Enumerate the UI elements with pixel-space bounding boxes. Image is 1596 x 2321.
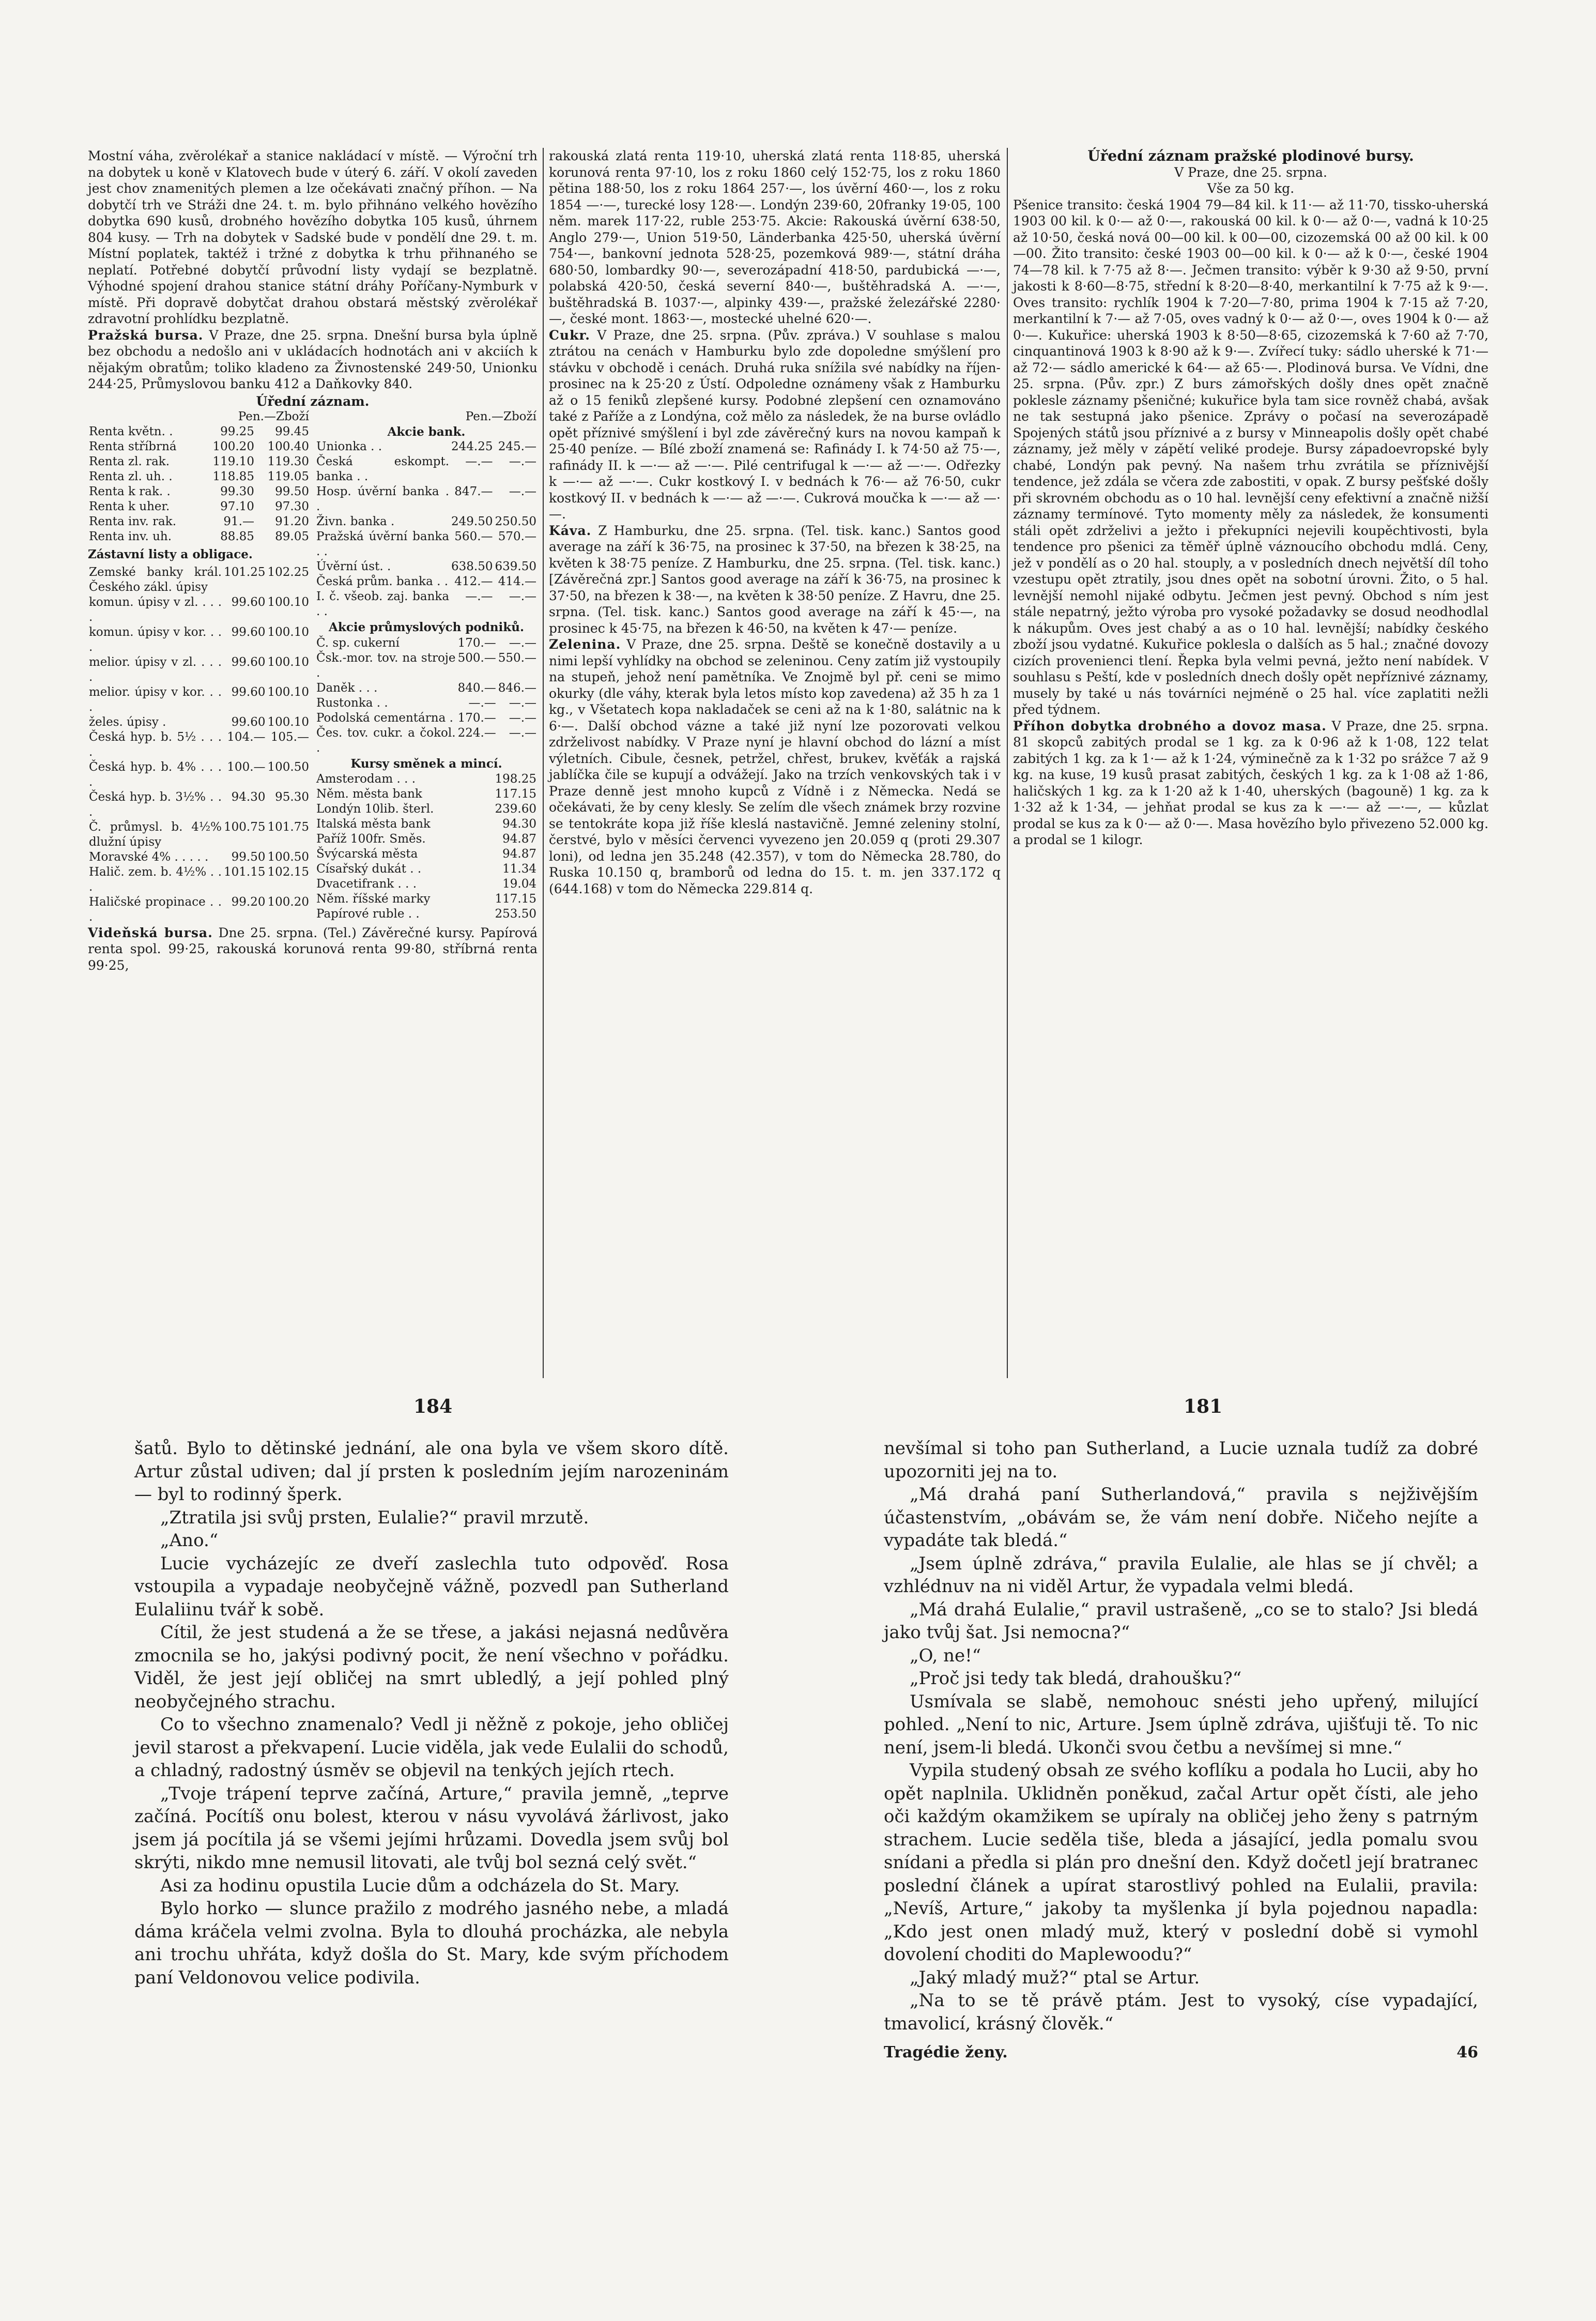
table-row [88, 484, 310, 499]
bid-value: 847.— [454, 485, 493, 498]
bid-value: 99.60 [231, 595, 266, 609]
ask-value: 639.50 [495, 560, 536, 573]
table-row [88, 820, 310, 850]
bid-value: 94.30 [502, 817, 536, 831]
column-rule [543, 148, 544, 1378]
bid-value: 104.— [227, 730, 266, 744]
bid-value: 500.— [457, 651, 496, 665]
ask-value: 245.— [498, 440, 536, 453]
bid-value: 249.50 [451, 515, 493, 528]
bid-value: 99.25 [220, 425, 254, 438]
row-label: Dvacetifrank . . . [316, 877, 417, 891]
row-label: Halič. zem. b. 4½% . . . [89, 865, 222, 894]
ask-value: 105.— [270, 730, 309, 744]
table-row [315, 772, 538, 787]
bid-value: 99.60 [231, 715, 266, 729]
rates-right [315, 409, 538, 925]
row-label: Česká hyp. b. 4% . . . . [89, 760, 222, 789]
ask-value: —.— [509, 696, 536, 710]
cattle-market-report: Mostní váha, zvěrolékař a stanice nakládací v místě. — Výroční trh na dobytek u koně v Klatovech bude v úterý 6. září. V okolí zaveden jest chov znamenitých plemen a lze očekávati značný příhon. — Na dobytčí trh ve Stráži dne 24. t. m. bylo přihnáno velkého hovězího dobytka 690 kusů, drobného hovězího dobytka 105 kusů, úhrnem 804 kusy. — Trh na dobytek v Sadské bude v pondělí dne 29. t. m. Místní poplatek, taktéž i tržné z dobytka k trhu přihnaného se neplatí. Potřebné dobytčí průvodní listy vydají se bezplatně. Výhodné spojení drahou stanice státní dráhy Poříčany-Nymburk v místě. Při dopravě dobytčat drahou obstará městský zvěrolékař zdravotní prohlídku bezplatně. [88, 148, 538, 326]
news-column-1 [88, 148, 538, 973]
bid-value: 119.10 [212, 455, 254, 468]
table-row [88, 895, 310, 925]
table-row [88, 595, 310, 625]
vegetables-paragraph [549, 636, 1001, 897]
row-label: želes. úpisy . [89, 715, 166, 729]
rates-tables [88, 409, 538, 925]
bid-value: 560.— [454, 530, 493, 543]
coffee-heading: Káva. [549, 523, 592, 538]
ask-value: 102.15 [267, 865, 309, 879]
table-row [315, 817, 538, 832]
livestock-paragraph [1013, 718, 1488, 848]
produce-bourse-date: V Praze, dne 25. srpna. [1174, 164, 1327, 180]
row-label: Unionka . . [316, 440, 382, 453]
vegetables-text: V Praze, dne 25. srpna. Deště se konečně dostavily a u nimi lepší vyhlídky na obchod se zeleninou. Ceny zatím již vystoupily na stupeň, jehož není pamětníka. Ve Znojmě byl př. ceni se mimo okurky (dle váhy, kterak byla letos místo kop zavedena) až 35 h za 1 kg., v Všetatech kopa nakladaček se ceni až na k 1·80, salátnic na k 6·—. Další obchod vázne a také již nyní lze pozorovati velkou zdrželivost nabídky. V Praze nyní je hlavní obchod do lázní a míst výletních. Cibule, česnek, petržel, chřest, brukev, kvěťák a rajská jablíčka čile se kupují a odvážejí. Jako na trzích venkovských tak i v Praze denně jest mnoho kupců z Vídně i z Německa. Nedá se očekávati, že by ceny klesly. Se zelím dle všech známek brzy rozvine se tentokráte kopa již říše kleslá nastavičně. Jemné zeleniny stolní, čerstvé, bylo v měsíci červenci vyvezeno jen 20.059 q (proti 29.307 loni), od ledna jen 35.248 (42.357), v tom do Německa 28.780, do Ruska 10.150 q, bramborů od ledna do 15. t. m. jen 337.172 q (644.168) v tom do Německa 229.814 q. [549, 637, 1001, 896]
table-row [88, 499, 310, 514]
table-row [315, 696, 538, 711]
table-row [88, 625, 310, 655]
prague-bourse-heading: Pražská bursa. [88, 327, 204, 343]
table-row [315, 892, 538, 907]
ask-value: 100.40 [267, 440, 309, 453]
book-paragraph: „Na to se tě právě ptám. Jest to vysoký, císe vypadající, tmavolicí, krásný člověk.“ [884, 1990, 1478, 2034]
book-paragraph: Lucie vycházejíc ze dveří zaslechla tuto odpověď. Rosa vstoupila a vypadaje neobyčejně vážně, pozvedl pan Sutherland Eulaliinu tvář k sobě. [134, 1553, 729, 1620]
bid-value: 101.15 [224, 865, 266, 879]
coffee-paragraph [549, 523, 1001, 637]
ask-value: 846.— [498, 681, 536, 695]
row-label: komun. úpisy v kor. . . . [89, 625, 222, 654]
table-row [315, 484, 538, 514]
bid-value: 412.— [454, 575, 493, 588]
row-label: Renta k rak. . [89, 485, 171, 498]
ask-value: 95.30 [275, 790, 309, 804]
bank-shares-table [315, 409, 538, 619]
produce-bourse-heading: Úřední záznam pražské plodinové bursy. [1087, 147, 1414, 164]
row-label: Renta zl. rak. [89, 455, 170, 468]
row-label: Hosp. úvěrní banka . . [316, 485, 450, 513]
rates-table [88, 409, 310, 544]
book-paragraph: Usmívala se slabě, nemohouc snésti jeho upřený, milující pohled. „Není to nic, Arture. Jsem úplně zdráva, ujišťuji tě. To nic není, jsem-li bledá. Ukonči svou četbu a nevšímej si mne.“ [884, 1691, 1478, 1758]
page-number-right: 181 [1184, 1396, 1223, 1417]
ask-value: 414.— [498, 575, 536, 588]
table-row [88, 424, 310, 439]
ask-value: 100.10 [267, 595, 309, 609]
ask-value: —.— [509, 636, 536, 650]
bid-value: 224.— [457, 726, 496, 740]
footer-sheet-number: 46 [1456, 2043, 1478, 2062]
row-label: Česká prům. banka . . [316, 575, 449, 588]
ask-value: 119.05 [267, 470, 309, 483]
news-column-3 [1013, 148, 1488, 848]
bid-value: 198.25 [495, 772, 536, 786]
row-label: Papírové ruble . . [316, 907, 420, 921]
table-row [315, 877, 538, 892]
exchange-rates-heading: Kursy směnek a mincí. [350, 756, 502, 771]
vienna-bourse-continued: rakouská zlatá renta 119·10, uherská zlatá renta 118·85, uherská korunová renta 97·10, los z roku 1860 celý 152·75, los z roku 1860 pětina 188·50, los z roku 1864 257·—, los úvěrní 460·—, los z roku 1854 —·—, turecké losy 128·—. Londýn 239·60, 20franky 19·05, 100 něm. marek 117·22, ruble 253·75. Akcie: Rakouská úvěrní 638·50, Anglo 279·—, Union 519·50, Länderbanka 425·50, uherská úvěrní 754·—, bankovní jednota 528·25, pozemková 989·—, státní dráha 680·50, lombardky 90·—, severozápadní 418·50, pardubická —·—, polabská 420·50, česká severní 840·—, buštěhradská A. —·—, buštěhradská B. 1037·—, alpinky 439·—, pražské železářské 2280·—, české mont. 1863·—, mostecké uhelné 620·—. [549, 148, 1001, 326]
table-row [315, 514, 538, 529]
row-label: Renta stříbrná [89, 440, 177, 453]
bid-value: —.— [465, 455, 493, 468]
bid-value: 117.15 [495, 892, 536, 906]
sugar-text: V Praze, dne 25. srpna. (Pův. zpráva.) V souhlase s malou ztrátou na cenách v Hamburku bylo zde dopoledne smýšlení pro stávku v obchodě i cenách. Druhá ruka snížila své nabídky na říjen-prosinec na k 25·20 z Ústí. Odpoledne oznámeny však z Hamburku až o 15 feniků zlepšené kursy. Podobné zlepšení cen oznamováno také z Paříže a z Londýna, což mělo za následek, že na burse ovládlo opět příznivé smýšlení i byl zde závěrečný kurs na novou kampaň k 25·40 peníze. — Bílé zboží znamená se: Rafinády I. k 74·50 až 75·—, rafinády II. k —·— až —·—. Pilé centrifugal k —·— až —·—. Odřezky k —·— až —·—. Cukr kostkový I. v bednách k 76·— až 76·50, cukr kostkový II. v bednách k —·— až —·—. Cukrová moučka k —·— až —·—. [549, 327, 1001, 522]
table-row [315, 529, 538, 559]
bid-value: 88.85 [220, 530, 254, 543]
row-label: Česká eskompt. banka . . [316, 455, 450, 483]
row-label: Renta zl. uh. . [89, 470, 173, 483]
ask-value: 91.20 [275, 515, 309, 528]
bid-value: 99.50 [231, 850, 266, 864]
row-label: Česká hyp. b. 3½% . . . [89, 790, 222, 819]
ask-value: 550.— [498, 651, 536, 665]
bid-value: 97.10 [220, 500, 254, 513]
bid-value: 19.04 [502, 877, 536, 891]
row-label: Londýn 10lib. šterl. [316, 802, 434, 816]
ask-value: 250.50 [495, 515, 536, 528]
table-row [315, 802, 538, 817]
ask-value: 100.50 [267, 850, 309, 864]
rates-left [88, 409, 310, 925]
row-label: Renta k uher. [89, 500, 170, 513]
ask-value: —.— [509, 711, 536, 725]
row-label: komun. úpisy v zl. . . . . [89, 595, 222, 624]
bid-value: 638.50 [451, 560, 493, 573]
ask-value: 100.10 [267, 685, 309, 699]
bid-value: 94.30 [231, 790, 266, 804]
table-row [315, 439, 538, 454]
ask-value: 101.75 [267, 820, 309, 834]
row-label: Renta květn. . [89, 425, 173, 438]
vegetables-heading: Zelenina. [549, 637, 621, 652]
bid-value: 117.15 [495, 787, 536, 801]
table-row [315, 454, 538, 484]
row-label: I. č. všeob. zaj. banka . . [316, 590, 450, 618]
rates-column-header: Pen.—Zboží [238, 410, 309, 423]
row-label: Zemské banky král. Českého zákl. úpisy [89, 565, 222, 594]
book-paragraph: Cítil, že jest studená a že se třese, a jakási nejasná nedůvěra zmocnila se ho, jakýsi podivný pocit, že není všechno v pořádku. Viděl, že jest její obličej na smrt ubledlý, a její pohled plný neobyčejného strachu. [134, 1622, 729, 1712]
bid-value: 99.60 [231, 625, 266, 639]
bid-value: 100.— [227, 760, 266, 774]
ask-value: 119.30 [267, 455, 309, 468]
ask-value: 89.05 [275, 530, 309, 543]
bid-value: 170.— [457, 636, 496, 650]
book-paragraph: „Ano.“ [160, 1530, 219, 1551]
prague-bourse-text: V Praze, dne 25. srpna. Dnešní bursa byla úplně bez obchodu a nedošlo ani v ukládacích hodnotách ani v akciích k nějakým obratům; toliko kladeno za Živnostenské 249·50, Unionku 244·25, Průmyslovou banku 412 a Daňkovky 840. [88, 327, 538, 391]
book-paragraph: Bylo horko — slunce pražilo z modrého jasného nebe, a mladá dáma kráčela velmi zvolna. Byla to dlouhá procházka, ale nebyla ani trochu uhřáta, když došla do St. Mary, kde svým příchodem paní Veldonovou velice podivila. [134, 1898, 729, 1988]
vienna-bourse-paragraph [88, 925, 538, 974]
industrial-shares-heading: Akcie průmyslových podniků. [329, 620, 524, 634]
row-label: Čes. tov. cukr. a čokol. . [316, 726, 456, 755]
vienna-bourse-text: Dne 25. srpna. (Tel.) Závěrečné kursy. Papírová renta spol. 99·25, rakouská korunová renta 99·80, stříbrná renta 99·25, [88, 925, 538, 973]
row-label: melior. úpisy v zl. . . . . [89, 655, 222, 684]
table-row [315, 832, 538, 847]
bid-value: —.— [465, 590, 493, 603]
coffee-text: Z Hamburku, dne 25. srpna. (Tel. tisk. kanc.) Santos good average na září k 36·75, na prosinec k 37·50, na březen k 38·25, na květen k 38·75 peníze. Z Hamburku, dne 25. srpna. (Tel. tisk. kanc.) [Závěrečná zpr.] Santos good average na září k 36·75, na prosinec k 37·50, na březen k 38·—, na květen k 38·50 peníze. Z Havru, dne 25. srpna. (Tel. tisk. kanc.) Santos good average na září k 45·—, na prosinec k 45·75, na březen k 46·50, na květen k 47·— peníze. [549, 523, 1001, 636]
row-label: melior. úpisy v kor. . . . [89, 685, 222, 714]
table-row [315, 907, 538, 922]
table-row [88, 655, 310, 685]
table-row [88, 439, 310, 454]
book-paragraph: „Jaký mladý muž?“ ptal se Artur. [910, 1967, 1200, 1988]
ask-value: 100.50 [267, 760, 309, 774]
row-label: Česká hyp. b. 5½ . . . . [89, 730, 222, 759]
bid-value: 840.— [457, 681, 496, 695]
row-label: Pražská úvěrní banka . . [316, 530, 450, 558]
book-paragraph: Co to všechno znamenalo? Vedl ji něžně z pokoje, jeho obličej jevil starost a překvapení. Lucie viděla, jak vede Eulalii do schodů, a chladný, radostný úsměv se objevil na tenkých jejích rtech. [134, 1714, 729, 1781]
row-label: Úvěrní úst. . [316, 560, 391, 573]
book-paragraph: Asi za hodinu opustila Lucie dům a odcházela do St. Mary. [160, 1875, 680, 1896]
table-row [88, 790, 310, 820]
book-page-right [884, 1437, 1478, 2065]
bid-value: 94.87 [502, 832, 536, 846]
livestock-text: V Praze, dne 25. srpna. 81 skopců zabitých prodal se 1 kg. za k 0·96 až k 1·08, 122 telat zabitých 1 kg. za k 1·— až k 1·24, výminečně za k 1·32 po srážce 7 až 9 kg. na kuse, 19 kusů prasat zabitých, českých 1 kg. za k 1·08 až 1·86, haličských 1 kg. za k 1·20 až k 1·40, uherských (bagouně) 1 kg. za k 1·32 až k 1·34, — jehňat prodal se kus za k —·— až —·—, — kůzlat prodal se kus za k 0·— až 0·—. Masa hovězího bylo přivezeno 52.000 kg. a prodal se 1 kilogr. [1013, 718, 1489, 847]
ask-value: 100.20 [267, 895, 309, 909]
book-paragraph: „Ztratila jsi svůj prsten, Eulalie?“ pravil mrzutě. [160, 1507, 589, 1528]
ask-value: 100.10 [267, 715, 309, 729]
bid-value: 99.60 [231, 655, 266, 669]
book-paragraph: Vypila studený obsah ze svého koflíku a podala ho Lucii, aby ho opět naplnila. Uklidněn poněkud, začal Artur opět čísti, ale jeho oči každým okamžikem se upíraly na obličej jeho ženy s patrným strachem. Lucie seděla tiše, bleda a jásající, jedla pomalu svou snídani a předla si plán pro dnešní den. Když dočetl její bratranec poslední článek a upírat starostlivý pohled na Eulalii, pravila: „Nevíš, Arture,“ jakoby ta myšlenka jí byla pojednou napadla: „Kdo jest onen mladý muž, který v poslední době si vymohl dovolení choditi do Maplewoodu?“ [884, 1760, 1478, 1965]
footer-title: Tragédie ženy. [884, 2043, 1008, 2062]
bid-value: 99.30 [220, 485, 254, 498]
bank-column-header: Pen.—Zboží [465, 410, 536, 423]
news-column-2 [549, 148, 1001, 897]
table-row [315, 681, 538, 696]
industrial-shares-table [315, 636, 538, 756]
table-row [315, 636, 538, 651]
book-paragraph: „Má drahá paní Sutherlandová,“ pravila s nejživějším účastenstvím, „obávám se, že vám není dobře. Ničeho nejíte a vypadáte tak bledá.“ [884, 1484, 1478, 1551]
row-label: Moravské 4% . . . . . [89, 850, 209, 864]
row-label: Renta inv. rak. [89, 515, 177, 528]
table-row [88, 730, 310, 760]
book-page-left [134, 1437, 729, 1989]
table-row [88, 865, 310, 895]
produce-bourse-text: Pšenice transito: česká 1904 79—84 kil. k 11·— až 11·70, tissko-uherská 1903 00 kil. k 0·— až 0·—, rakouská 00 kil. k 0·— až 0·—, vadná k 10·25 až 10·50, česká nová 00—00 kil. k 00—00, cizozemská 00 až 00 kil. k 00—00. Žito transito: české 1903 00—00 kil. k 0·— až k 0·—, české 1904 74—78 kil. k 7·75 až 8·—. Ječmen transito: výběr k 9·30 až 9·50, první jakosti k 8·60—8·75, střední k 8·20—8·40, merkantilní k 7·75 až k 9·—. Oves transito: rychlík 1904 k 7·20—7·80, prima 1904 k 7·15 až 7·20, merkantilní k 7·— až 7·05, oves vadný k 0·— až 0·—, oves 1904 k 0·— až 0·—. Kukuřice: uherská 1903 k 8·50—8·65, cizozemská k 7·60 až 7·70, cinquantinová 1903 k 8·90 až k 9·—. Zvířecí tuky: sádlo uherské k 71·— až 72·— sádlo americké k 64·— až 65·—. Plodinová bursa. Ve Vídni, dne 25. srpna. (Pův. zpr.) Z burs zámořských došly dnes opět značně poklesle záznamy pšeničné; kukuřice byla tam sice rovněž chabá, avšak ne tak sestupná jako pšenice. Zprávy o počasí na severozápadě Spojených států jsou příznivé a z bursy v Minneapolis došly opět chabé záznamy, jež měly v zápětí veliké prodeje. Bursy západoevropské byly chabé, Londýn pak pevný. Na našem trhu zvrátila se příznivější tendence, jež zdála se včera zde zabostiti, v opak. Z bursy pešťské došly při skrovném obchodu as o 10 hal. levnější ceny efektivní a značně nižší záznamy termínové. Tyto momenty měly za následek, že konsumenti stáli opět zdrželivi a ježto i překupníci nejevili koupěchtivosti, byla tendence pro pšenici za těměř úplně váznoucího obchodu mdlá. Ceny, jež v pondělí as o 20 hal. stouply, a v posledních dnech největší díl toho vzestupu opět ztratily, jsou dnes opět na sobotní úrovni. Žito, o 5 hal. levnější nemohl nijaké odbytu. Ječmen jest pevný. Obchod s ním jest stále nepatrný, ježto výroba pro vysoké požadavky se dosud neodhodlal k nákupům. Oves jest chabý a as o 10 hal. levnější; nabídky českého zboží jsou vydatné. Kukuřice poklesla o dalších as 5 hal.; značné dovozy cizích provenienci tlení. Řepka byla velmi pevná, ježto není nabídek. V souhlasu s Peští, kde v posledních dnech došly opět nepříznivé záznamy, musely by také u nás továrníci nejméně o 25 hal. více zaplatiti nežli před týdnem. [1013, 197, 1488, 717]
table-row [315, 559, 538, 574]
ask-value: 100.10 [267, 625, 309, 639]
book-paragraph: „Má drahá Eulalie,“ pravil ustrašeně, „co se to stalo? Jsi bledá jako tvůj šat. Jsi nemocna?“ [884, 1599, 1478, 1643]
livestock-heading: Příhon dobytka drobného a dovoz masa. [1013, 718, 1327, 734]
row-label: Paříž 100fr. Směs. [316, 832, 426, 846]
bid-value: 99.60 [231, 685, 266, 699]
bid-value: 244.25 [451, 440, 493, 453]
column-rule [1007, 148, 1008, 1378]
table-row [315, 711, 538, 726]
vienna-bourse-heading: Videňská bursa. [88, 925, 213, 940]
row-label: Něm. říšské marky [316, 892, 431, 906]
table-row [88, 529, 310, 544]
bid-value: 99.20 [231, 895, 266, 909]
row-label: Něm. města bank [316, 787, 422, 801]
table-row [315, 726, 538, 756]
ask-value: 100.10 [267, 655, 309, 669]
sugar-paragraph [549, 327, 1001, 523]
table-row [88, 685, 310, 715]
table-row [88, 469, 310, 484]
table-row [88, 715, 310, 730]
book-paragraph: „O, ne!“ [910, 1645, 981, 1666]
book-paragraph: nevšímal si toho pan Sutherland, a Lucie uznala tudíž za dobré upozorniti jej na to. [884, 1438, 1478, 1482]
row-label: Amsterodam . . . [316, 772, 416, 786]
book-paragraph: „Proč jsi tedy tak bledá, drahoušku?“ [910, 1668, 1242, 1689]
ask-value: —.— [509, 590, 536, 603]
official-record-heading: Úřední záznam. [256, 393, 370, 409]
bid-value: 118.85 [212, 470, 254, 483]
row-label: Švýcarská města [316, 847, 418, 861]
ask-value: —.— [509, 726, 536, 740]
row-label: Císařský dukát . . [316, 862, 422, 876]
row-label: Č. sp. cukerní [316, 636, 400, 650]
bid-value: 253.50 [495, 907, 536, 921]
row-label: Č. průmysl. b. 4½% dlužní úpisy [89, 820, 222, 849]
ask-value: 570.— [498, 530, 536, 543]
bid-value: 239.60 [495, 802, 536, 816]
bid-value: 170.— [457, 711, 496, 725]
prague-bourse-paragraph [88, 327, 538, 392]
bank-shares-heading: Akcie bank. [387, 425, 466, 439]
table-row [315, 589, 538, 619]
page-number-left: 184 [413, 1396, 453, 1417]
row-label: Podolská cementárna . [316, 711, 453, 725]
exchange-rates-table [315, 772, 538, 922]
bid-value: 94.87 [502, 847, 536, 861]
ask-value: —.— [509, 485, 536, 498]
table-row [315, 574, 538, 589]
row-label: Živn. banka . [316, 515, 395, 528]
table-row [88, 454, 310, 469]
produce-bourse-unit: Vše za 50 kg. [1207, 181, 1295, 196]
book-paragraph: šatů. Bylo to dětinské jednání, ale ona byla ve všem skoro dítě. Artur zůstal udiven; dal jí prsten k posledním jejím narozeninám — byl to rodinný šperk. [134, 1438, 729, 1505]
page-footer [884, 2041, 1478, 2065]
book-paragraph: „Tvoje trápení teprve začíná, Arture,“ pravila jemně, „teprve začíná. Pocítíš onu bolest, kterou v násu vyvolává žárlivost, jako jsem já pocítila já se všemi jejími hrůzami. Dovedla jsem svůj bol skrýti, nikdo mne nemusil litovati, ale tvůj bol sezná celý svět.“ [134, 1783, 729, 1873]
bid-value: 101.25 [224, 565, 266, 579]
row-label: Daněk . . . [316, 681, 378, 695]
book-paragraph: „Jsem úplně zdráva,“ pravila Eulalie, ale hlas se jí chvěl; a vzhlédnuv na ni viděl Artur, že vypadala velmi bledá. [884, 1553, 1478, 1597]
ask-value: 99.45 [275, 425, 309, 438]
ask-value: 99.50 [275, 485, 309, 498]
table-row [315, 787, 538, 802]
table-row [88, 514, 310, 529]
row-label: Čsk.-mor. tov. na stroje . [316, 651, 456, 680]
ask-value: 97.30 [275, 500, 309, 513]
bid-value: 100.75 [224, 820, 266, 834]
obligations-table [88, 565, 310, 925]
bid-value: —.— [468, 696, 496, 710]
obligations-heading: Zástavní listy a obligace. [88, 547, 253, 561]
row-label: Haličské propinace . . . [89, 895, 222, 924]
row-label: Renta inv. uh. [89, 530, 172, 543]
bid-value: 100.20 [212, 440, 254, 453]
table-row [88, 760, 310, 790]
table-row [315, 862, 538, 877]
ask-value: —.— [509, 455, 536, 468]
row-label: Italská města bank [316, 817, 431, 831]
row-label: Rustonka . . [316, 696, 388, 710]
table-row [315, 847, 538, 862]
ask-value: 102.25 [267, 565, 309, 579]
table-row [88, 850, 310, 865]
sugar-heading: Cukr. [549, 327, 590, 343]
table-row [315, 651, 538, 681]
bid-value: 91.— [223, 515, 254, 528]
table-row [88, 565, 310, 595]
bid-value: 11.34 [502, 862, 536, 876]
